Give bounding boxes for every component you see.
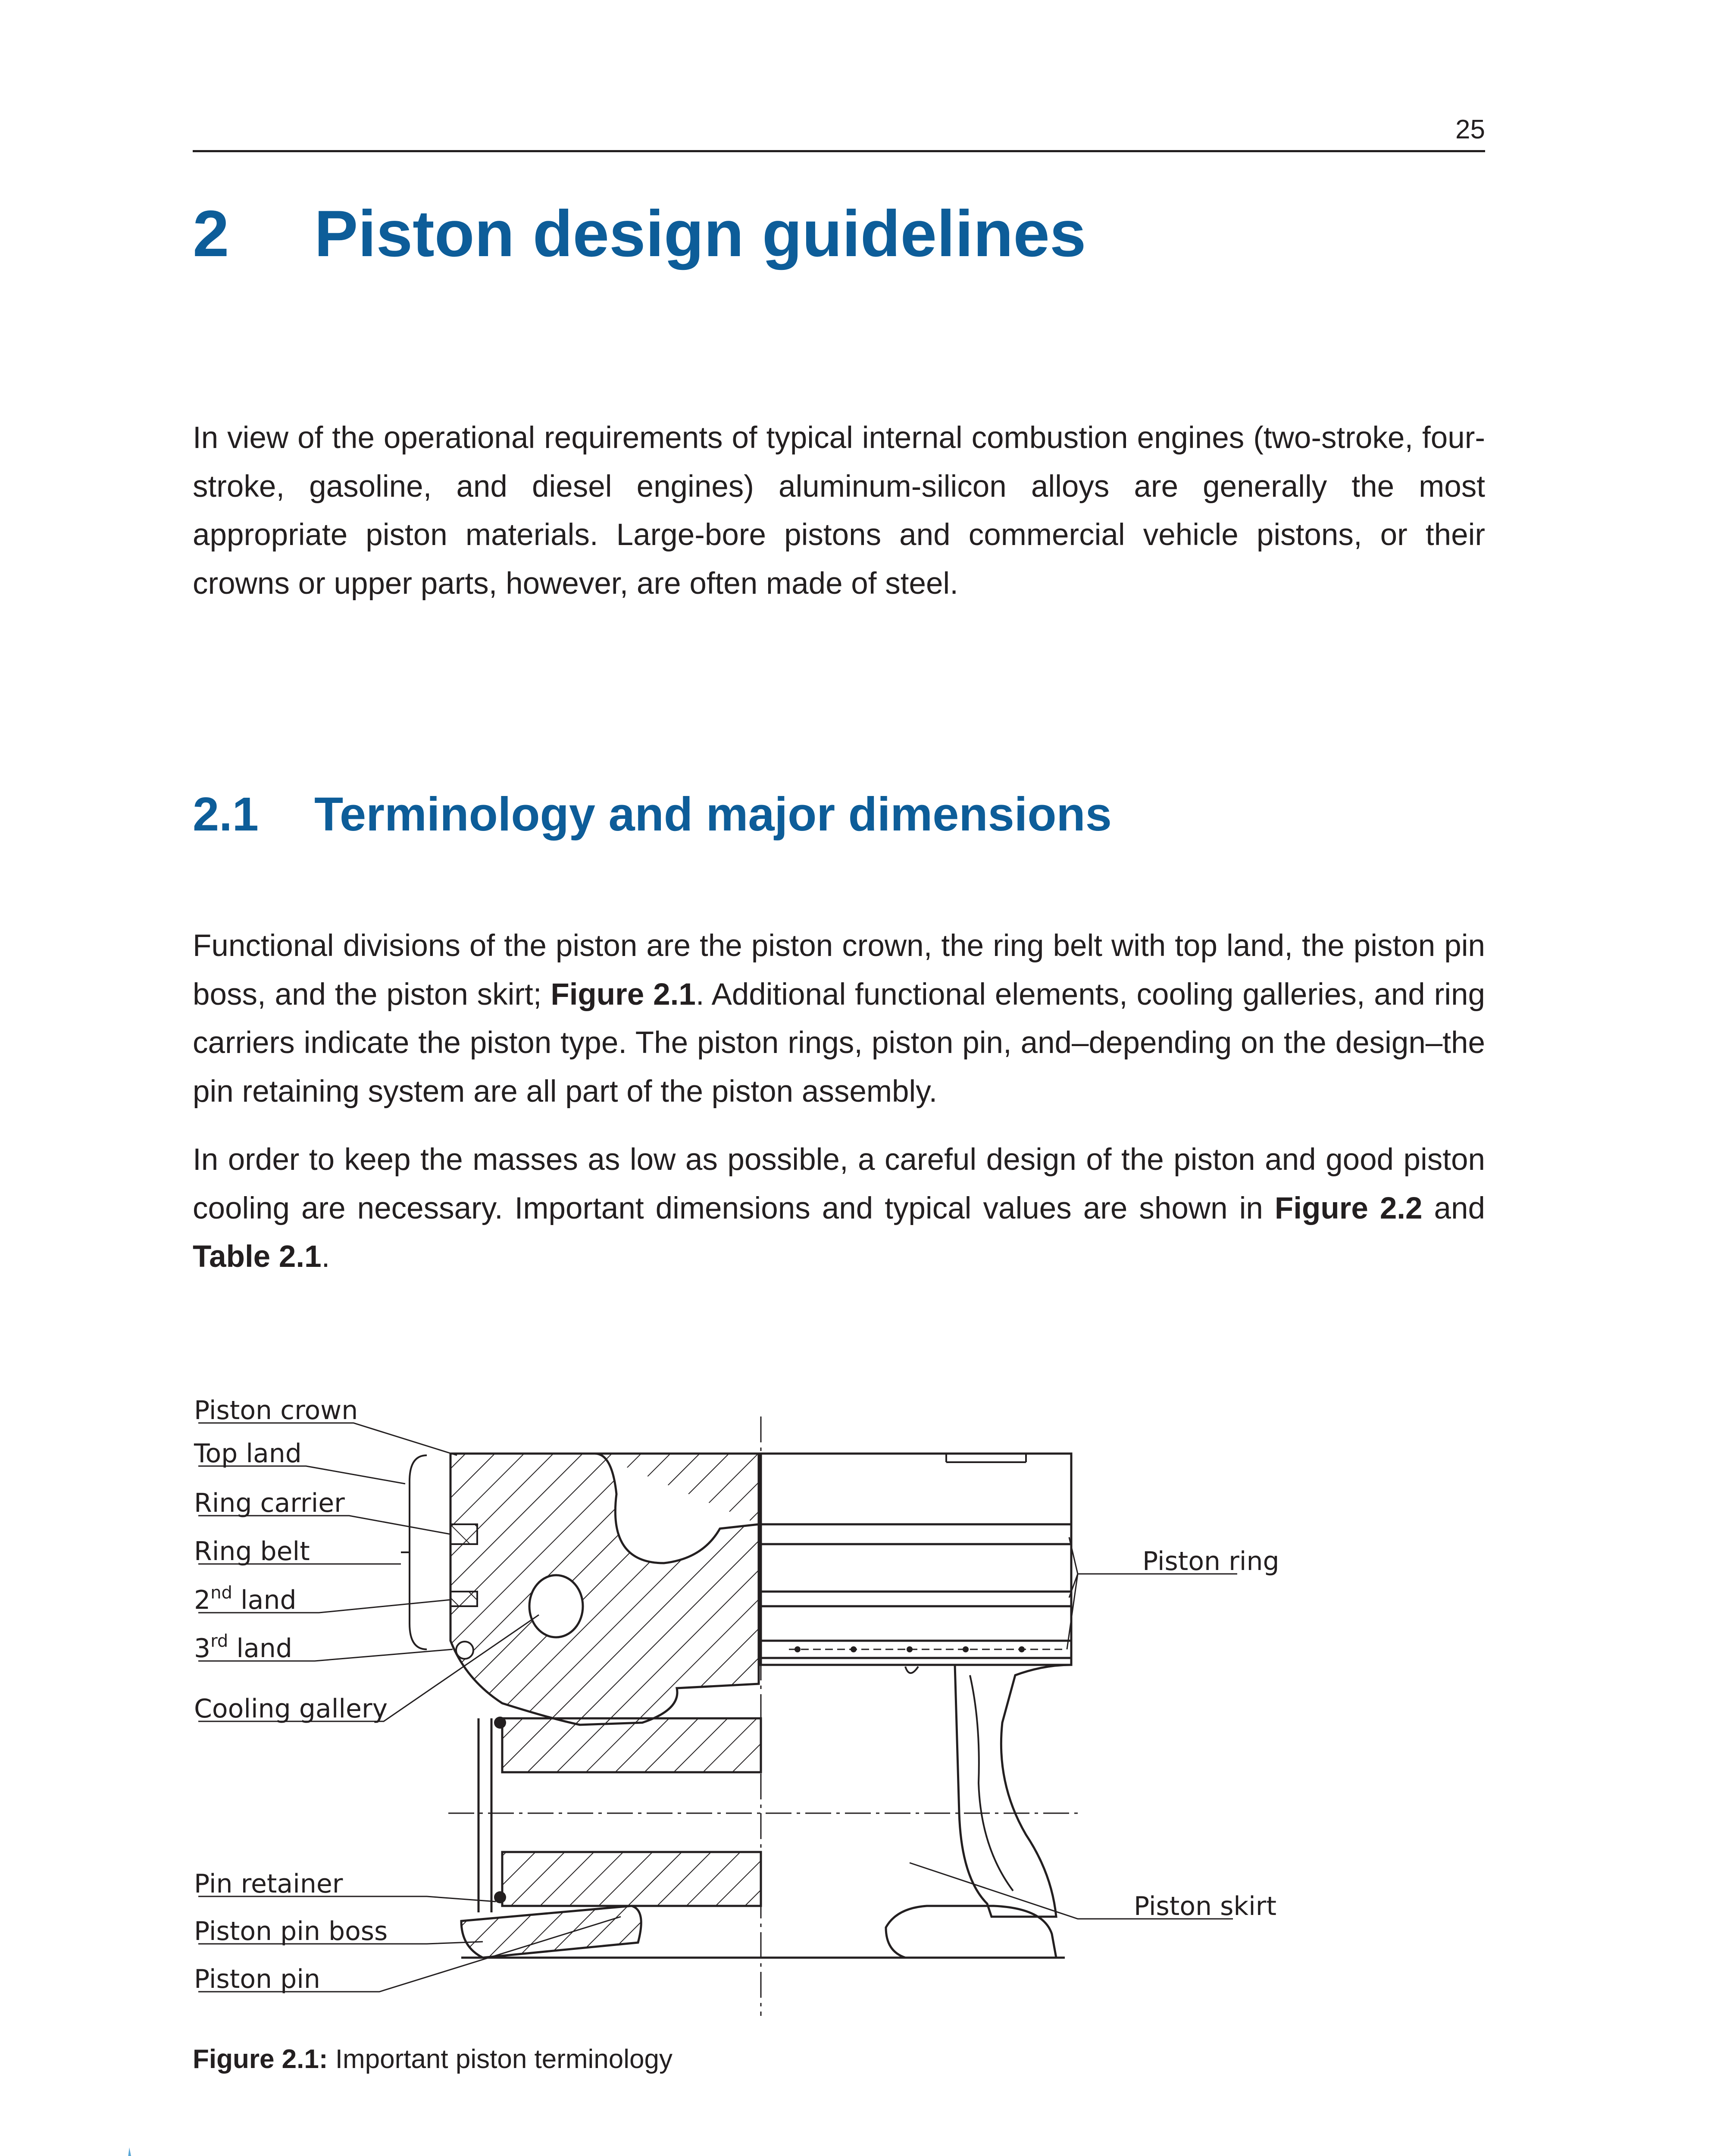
cooling-gallery-oval — [529, 1575, 583, 1637]
label-third-land-num: 3 — [194, 1633, 211, 1664]
paragraph-text: In order to keep the masses as low as possible, a careful design of the piston and good piston cooling are necessary. Important dimensions and typical values are shown in — [193, 1143, 1485, 1225]
label-top-land: Top land — [194, 1438, 302, 1469]
header-rule — [193, 150, 1485, 152]
label-piston-ring: Piston ring — [1142, 1546, 1279, 1576]
section-title: Terminology and major dimensions — [314, 788, 1112, 841]
ring-belt-bracket — [410, 1455, 427, 1649]
paragraph-text: . — [321, 1240, 330, 1274]
sun-icon — [0, 2147, 263, 2156]
intro-paragraph: In view of the operational requirements of typical internal combustion engines (two-stroke, four-stroke, gasoline, and diesel engines) aluminum-silicon alloys are generally the most appropriate piston materials. Large-bore pistons and commercial vehicle pistons, or their crowns or upper parts, however, are often made of steel. — [193, 421, 1485, 601]
label-ring-belt: Ring belt — [194, 1536, 310, 1567]
pin-boss-lower — [461, 1906, 641, 1958]
figure-caption — [193, 2044, 673, 2075]
chapter-number: 2 — [193, 197, 229, 270]
paragraph-text: Functional divisions of the piston are the piston crown, the ring belt with top land, the piston pin boss, and the piston skirt; — [193, 929, 1485, 1012]
watermark — [0, 2139, 1711, 2156]
label-piston-pin-boss: Piston pin boss — [194, 1916, 388, 1946]
piston-skirt-outline — [955, 1665, 1071, 1917]
label-piston-crown: Piston crown — [194, 1395, 358, 1426]
label-piston-pin: Piston pin — [194, 1964, 320, 1994]
label-piston-skirt: Piston skirt — [1134, 1891, 1276, 1921]
label-third-land — [194, 1631, 292, 1664]
ring-belt-outline — [761, 1454, 1071, 1665]
label-third-land-sup: rd — [210, 1631, 228, 1651]
label-second-land-word: land — [232, 1585, 297, 1615]
paragraph-text: and — [1422, 1191, 1486, 1225]
figure-reference: Figure 2.1 — [551, 977, 696, 1012]
figure-reference: Figure 2.2 — [1274, 1191, 1423, 1225]
caption-label: Figure 2.1: — [193, 2044, 328, 2074]
watermark-graphic — [0, 2139, 1711, 2156]
caption-text: Important piston terminology — [328, 2044, 673, 2074]
label-pin-retainer: Pin retainer — [194, 1869, 343, 1899]
pin-retainer-dot-upper — [494, 1717, 506, 1729]
paragraph-functional-divisions — [193, 922, 1485, 1116]
paragraph-masses — [193, 1136, 1485, 1282]
label-second-land — [194, 1583, 297, 1615]
label-second-land-num: 2 — [194, 1585, 211, 1615]
ring-carrier-groove — [450, 1524, 477, 1544]
second-groove — [450, 1592, 477, 1606]
section-number: 2.1 — [193, 788, 259, 841]
label-third-land-word: land — [228, 1633, 292, 1664]
chapter-title: Piston design guidelines — [314, 197, 1086, 270]
piston-terminology-figure — [185, 1382, 1332, 2016]
piston-drawing — [185, 1382, 1332, 2016]
third-groove-ring — [456, 1642, 473, 1659]
piston-pin-lower — [502, 1852, 761, 1906]
page-number: 25 — [1455, 115, 1485, 144]
label-ring-carrier: Ring carrier — [194, 1488, 345, 1518]
label-second-land-sup: nd — [210, 1583, 232, 1603]
skirt-bottom-window — [886, 1906, 1056, 1958]
pin-retainer-dot-lower — [494, 1891, 506, 1903]
piston-crown-section — [450, 1454, 759, 1725]
piston-pin-upper — [502, 1718, 761, 1772]
label-cooling-gallery: Cooling gallery — [194, 1694, 388, 1724]
table-reference: Table 2.1 — [193, 1240, 322, 1274]
paragraph-text: . Additional functional elements, cooling galleries, and ring carriers indicate the piston type. The piston rings, piston pin, and–depending on the design–the pin retaining system are all part of the piston assembly. — [193, 977, 1485, 1109]
